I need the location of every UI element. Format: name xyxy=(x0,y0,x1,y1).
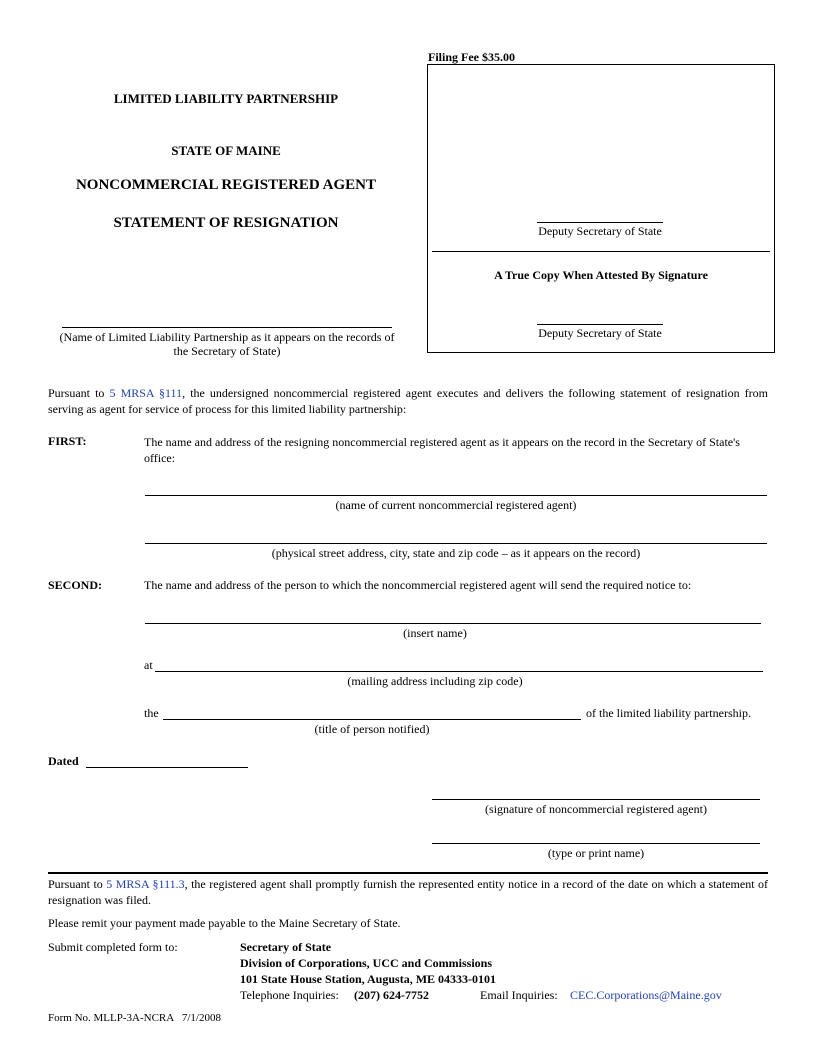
agent-address-line[interactable] xyxy=(145,543,767,544)
address-line-3: 101 State House Station, Augusta, ME 04333-0101 xyxy=(240,972,497,986)
intro-suffix: , the undersigned noncommercial registered agent executes and delivers the following statement of resignation from serving as agent for service of process for this limited liability partnership: xyxy=(48,386,768,416)
phone-number: (207) 624-7752 xyxy=(354,988,429,1002)
notice-prefix: Pursuant to xyxy=(48,877,107,891)
agent-name-caption: (name of current noncommercial registered agent) xyxy=(335,498,577,512)
signature-line[interactable] xyxy=(432,799,760,800)
remit-text: Please remit your payment made payable to the Maine Secretary of State. xyxy=(48,916,401,930)
second-label: SECOND: xyxy=(48,578,103,592)
filing-box xyxy=(427,64,775,353)
signature-caption: (signature of noncommercial registered agent) xyxy=(485,802,707,816)
form-number: Form No. MLLP-3A-NCRA 7/1/2008 xyxy=(48,1012,221,1024)
statute-link-111[interactable]: 5 MRSA §111 xyxy=(109,386,183,400)
notice-title-line[interactable] xyxy=(163,719,581,720)
agent-address-caption: (physical street address, city, state and zip code – as it appears on the record) xyxy=(271,546,641,560)
email-label: Email Inquiries: xyxy=(480,988,558,1002)
state-heading: STATE OF MAINE xyxy=(171,143,281,158)
address-line-2: Division of Corporations, UCC and Commissions xyxy=(240,956,493,970)
print-name-caption: (type or print name) xyxy=(547,846,645,860)
notice-name-caption: (insert name) xyxy=(403,626,467,640)
partnership-name-caption: (Name of Limited Liability Partnership as it appears on the records of the Secretary of State) xyxy=(59,330,395,358)
print-name-line[interactable] xyxy=(432,843,760,844)
first-label: FIRST: xyxy=(48,434,87,448)
deputy-signature-line-1 xyxy=(537,222,663,223)
email-link[interactable]: CEC.Corporations@Maine.gov xyxy=(570,988,722,1002)
submit-label: Submit completed form to: xyxy=(48,940,178,954)
first-text: The name and address of the resigning noncommercial registered agent as it appears on the record in the Secretary of State's office: xyxy=(144,435,740,465)
notice-address-line[interactable] xyxy=(155,671,763,672)
footer-divider xyxy=(48,872,768,874)
second-text: The name and address of the person to which the noncommercial registered agent will send the required notice to: xyxy=(144,578,692,592)
intro-paragraph xyxy=(48,385,768,417)
notice-name-line[interactable] xyxy=(145,623,761,624)
filing-box-divider xyxy=(432,251,770,252)
address-line-1: Secretary of State xyxy=(240,940,332,954)
notice-suffix: , the registered agent shall promptly furnish the represented entity notice in a record of the date on which a statement of resignation was filed. xyxy=(48,877,768,907)
notice-address-caption: (mailing address including zip code) xyxy=(347,674,523,688)
at-prefix: at xyxy=(144,658,153,672)
agent-name-line[interactable] xyxy=(145,495,767,496)
form-title-1: NONCOMMERCIAL REGISTERED AGENT xyxy=(75,177,377,193)
the-prefix: the xyxy=(144,706,159,720)
statute-link-111-3[interactable]: 5 MRSA §111.3 xyxy=(106,877,185,891)
entity-type-heading: LIMITED LIABILITY PARTNERSHIP xyxy=(113,91,339,106)
phone-label: Telephone Inquiries: xyxy=(240,988,339,1002)
partnership-name-line[interactable] xyxy=(62,327,392,328)
deputy-label-2: Deputy Secretary of State xyxy=(538,326,662,340)
filing-fee: Filing Fee $35.00 xyxy=(428,50,515,64)
dated-label: Dated xyxy=(48,754,79,768)
true-copy-label: A True Copy When Attested By Signature xyxy=(494,268,708,282)
dated-line[interactable] xyxy=(86,767,248,768)
deputy-label-1: Deputy Secretary of State xyxy=(538,224,662,238)
notice-paragraph xyxy=(48,876,768,908)
notice-title-caption: (title of person notified) xyxy=(314,722,430,736)
the-suffix: of the limited liability partnership. xyxy=(586,706,751,720)
intro-prefix: Pursuant to xyxy=(48,386,110,400)
deputy-signature-line-2 xyxy=(537,324,663,325)
form-title-2: STATEMENT OF RESIGNATION xyxy=(113,215,339,231)
